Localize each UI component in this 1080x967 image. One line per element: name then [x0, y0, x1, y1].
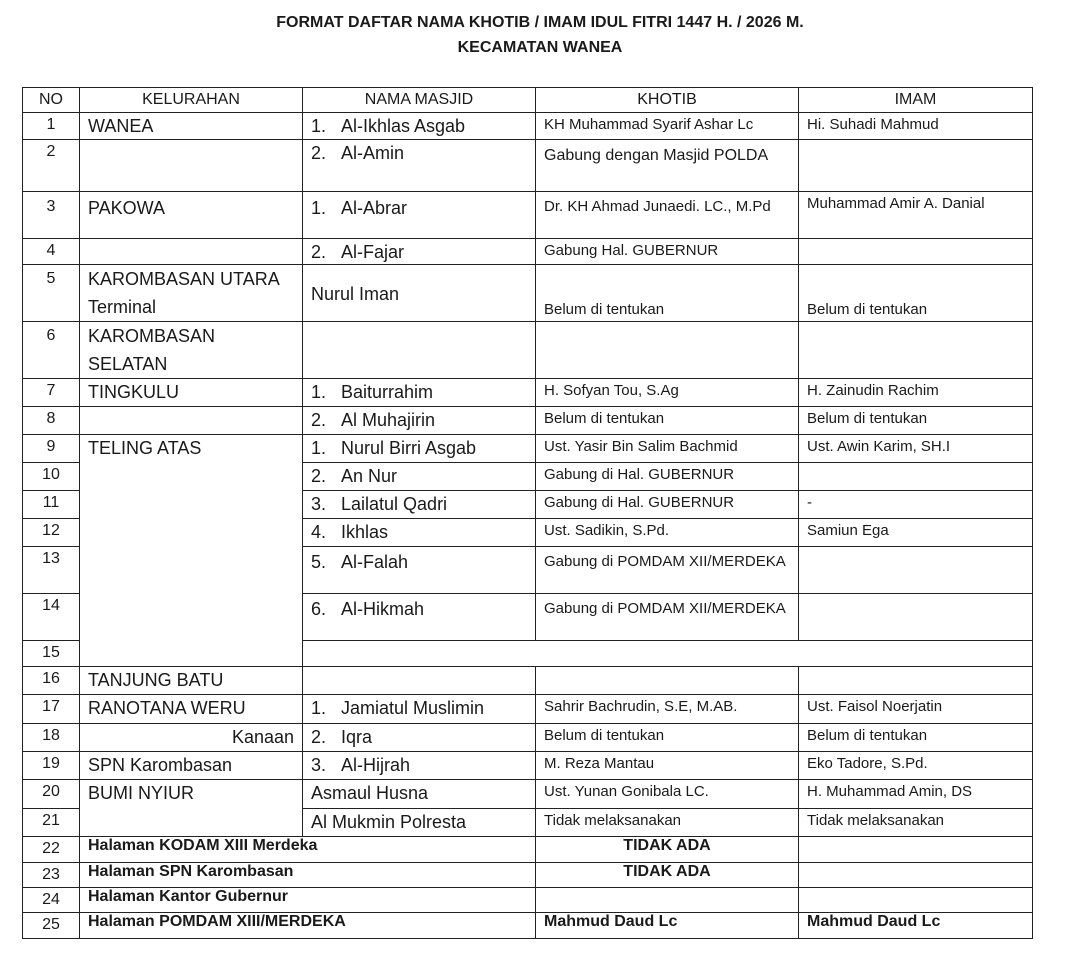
- row-no: 24: [23, 888, 80, 913]
- row-no: 15: [23, 641, 80, 667]
- lokasi-cell: Halaman POMDAM XIII/MERDEKA: [80, 913, 536, 939]
- masjid-cell: [303, 491, 536, 519]
- masjid-cell: [303, 113, 536, 140]
- row-no: 21: [23, 809, 80, 837]
- imam-cell: Belum di tentukan: [799, 724, 1033, 752]
- masjid-cell: [303, 463, 536, 491]
- row-no: 1: [23, 113, 80, 140]
- header-imam: IMAM: [799, 88, 1033, 113]
- masjid-name: Asmaul Husna: [311, 783, 429, 803]
- table-row: [23, 837, 1033, 863]
- masjid-number: 2.: [311, 242, 327, 262]
- row-no: 10: [23, 463, 80, 491]
- imam-cell: [799, 888, 1033, 913]
- table-row: [23, 140, 1033, 192]
- khotib-cell: Gabung di Hal. GUBERNUR: [536, 463, 799, 491]
- masjid-cell: [303, 724, 536, 752]
- kelurahan-cell: TINGKULU: [80, 379, 303, 407]
- masjid-cell: [303, 667, 536, 695]
- masjid-cell: [303, 809, 536, 837]
- khotib-cell: [536, 322, 799, 379]
- row-no: 3: [23, 192, 80, 239]
- masjid-number: 5.: [311, 552, 327, 572]
- masjid-name: Al-Hijrah: [341, 755, 411, 775]
- khotib-cell: Ust. Yasir Bin Salim Bachmid: [536, 435, 799, 463]
- kelurahan-cell: [80, 239, 303, 265]
- khotib-cell: Tidak melaksanakan: [536, 809, 799, 837]
- kelurahan-cell: KAROMBASAN SELATAN: [80, 322, 303, 379]
- masjid-name: Nurul Birri Asgab: [341, 438, 477, 458]
- imam-cell: [799, 140, 1033, 192]
- masjid-number: 2.: [311, 727, 327, 747]
- masjid-cell: [303, 594, 536, 641]
- khotib-cell: Gabung di POMDAM XII/MERDEKA: [536, 547, 799, 594]
- lokasi-cell: Halaman Kantor Gubernur: [80, 888, 536, 913]
- imam-cell: [799, 547, 1033, 594]
- kelurahan-cell: [80, 140, 303, 192]
- table-row: [23, 379, 1033, 407]
- khotib-cell: [536, 667, 799, 695]
- row-no: 20: [23, 780, 80, 809]
- row-no: 9: [23, 435, 80, 463]
- masjid-number: 1.: [311, 438, 327, 458]
- masjid-cell: [303, 435, 536, 463]
- kelurahan-cell: WANEA: [80, 113, 303, 140]
- lokasi-cell: Halaman KODAM XIII Merdeka: [80, 837, 536, 863]
- masjid-cell: [303, 752, 536, 780]
- khotib-cell: H. Sofyan Tou, S.Ag: [536, 379, 799, 407]
- header-kelurahan: KELURAHAN: [80, 88, 303, 113]
- imam-cell: [799, 667, 1033, 695]
- masjid-name: Iqra: [341, 727, 373, 747]
- masjid-number: 2.: [311, 143, 327, 163]
- masjid-cell: [303, 265, 536, 322]
- table-row: [23, 724, 1033, 752]
- masjid-number: 1.: [311, 116, 327, 136]
- lokasi-cell: Halaman SPN Karombasan: [80, 863, 536, 888]
- table-row: [23, 780, 1033, 809]
- imam-cell: -: [799, 491, 1033, 519]
- masjid-cell: [303, 695, 536, 724]
- kelurahan-cell: KAROMBASAN UTARA Terminal: [80, 265, 303, 322]
- imam-cell: [799, 322, 1033, 379]
- imam-cell: Ust. Faisol Noerjatin: [799, 695, 1033, 724]
- khotib-cell: M. Reza Mantau: [536, 752, 799, 780]
- masjid-number: 3.: [311, 755, 327, 775]
- table-row: [23, 667, 1033, 695]
- kelurahan-cell: PAKOWA: [80, 192, 303, 239]
- imam-cell: H. Muhammad Amin, DS: [799, 780, 1033, 809]
- masjid-number: 1.: [311, 198, 327, 218]
- masjid-name: An Nur: [341, 466, 398, 486]
- imam-cell: H. Zainudin Rachim: [799, 379, 1033, 407]
- kelurahan-cell: Kanaan: [80, 724, 303, 752]
- kelurahan-cell: SPN Karombasan: [80, 752, 303, 780]
- masjid-cell: [303, 547, 536, 594]
- imam-cell: Ust. Awin Karim, SH.I: [799, 435, 1033, 463]
- document-title: FORMAT DAFTAR NAMA KHOTIB / IMAM IDUL FITRI 1447 H. / 2026 M.: [276, 14, 804, 31]
- masjid-cell: [303, 407, 536, 435]
- kelurahan-cell: BUMI NYIUR: [80, 780, 303, 837]
- khotib-cell: Belum di tentukan: [536, 407, 799, 435]
- masjid-name: Jamiatul Muslimin: [341, 698, 485, 718]
- masjid-name: Baiturrahim: [341, 382, 434, 402]
- document-subtitle: KECAMATAN WANEA: [457, 39, 623, 56]
- imam-cell: Tidak melaksanakan: [799, 809, 1033, 837]
- table-row: [23, 407, 1033, 435]
- masjid-cell: [303, 192, 536, 239]
- masjid-number: 3.: [311, 494, 327, 514]
- row-no: 19: [23, 752, 80, 780]
- masjid-name: Al-Fajar: [341, 242, 405, 262]
- row-no: 8: [23, 407, 80, 435]
- row-no: 12: [23, 519, 80, 547]
- row-no: 6: [23, 322, 80, 379]
- imam-cell: Mahmud Daud Lc: [799, 913, 1033, 939]
- row-no: 22: [23, 837, 80, 863]
- khotib-cell: Ust. Yunan Gonibala LC.: [536, 780, 799, 809]
- header-no: NO: [23, 88, 80, 113]
- row-no: 7: [23, 379, 80, 407]
- khotib-cell: Belum di tentukan: [536, 724, 799, 752]
- table-row: [23, 239, 1033, 265]
- masjid-name: Al-Falah: [341, 552, 409, 572]
- khotib-cell: Belum di tentukan: [536, 265, 799, 322]
- row-no: 17: [23, 695, 80, 724]
- khotib-cell: Gabung Hal. GUBERNUR: [536, 239, 799, 265]
- imam-cell: Samiun Ega: [799, 519, 1033, 547]
- kelurahan-cell: TELING ATAS: [80, 435, 303, 667]
- masjid-name: Al Mukmin Polresta: [311, 812, 467, 832]
- table-row: [23, 913, 1033, 939]
- imam-cell: [799, 594, 1033, 641]
- imam-cell: [799, 463, 1033, 491]
- header-masjid: NAMA MASJID: [303, 88, 536, 113]
- kelurahan-cell: [80, 407, 303, 435]
- imam-cell: Eko Tadore, S.Pd.: [799, 752, 1033, 780]
- masjid-number: 1.: [311, 698, 327, 718]
- masjid-name: Nurul Iman: [311, 284, 400, 304]
- imam-cell: [799, 239, 1033, 265]
- masjid-number: 2.: [311, 466, 327, 486]
- imam-cell: Muhammad Amir A. Danial: [799, 192, 1033, 239]
- masjid-name: Al-Ikhlas Asgab: [341, 116, 466, 136]
- masjid-name: Al Muhajirin: [341, 410, 436, 430]
- masjid-cell: [303, 140, 536, 192]
- masjid-name: Ikhlas: [341, 522, 389, 542]
- table-row: [23, 265, 1033, 322]
- empty-cell: [303, 641, 1033, 667]
- khotib-cell: Sahrir Bachrudin, S.E, M.AB.: [536, 695, 799, 724]
- masjid-name: Al-Abrar: [341, 198, 408, 218]
- table-row: [23, 435, 1033, 463]
- khotib-cell: [536, 888, 799, 913]
- table-row: [23, 113, 1033, 140]
- masjid-cell: [303, 239, 536, 265]
- masjid-cell: [303, 780, 536, 809]
- row-no: 18: [23, 724, 80, 752]
- masjid-number: 1.: [311, 382, 327, 402]
- masjid-name: Lailatul Qadri: [341, 494, 448, 514]
- khotib-cell: Mahmud Daud Lc: [536, 913, 799, 939]
- khotib-cell: KH Muhammad Syarif Ashar Lc: [536, 113, 799, 140]
- imam-cell: Hi. Suhadi Mahmud: [799, 113, 1033, 140]
- row-no: 25: [23, 913, 80, 939]
- khotib-cell: TIDAK ADA: [536, 863, 799, 888]
- header-khotib: KHOTIB: [536, 88, 799, 113]
- masjid-cell: [303, 322, 536, 379]
- khotib-cell: Ust. Sadikin, S.Pd.: [536, 519, 799, 547]
- kelurahan-cell: RANOTANA WERU: [80, 695, 303, 724]
- imam-cell: [799, 837, 1033, 863]
- khotib-cell: Gabung dengan Masjid POLDA: [536, 140, 799, 192]
- khotib-cell: TIDAK ADA: [536, 837, 799, 863]
- masjid-name: Al-Amin: [341, 143, 405, 163]
- khotib-cell: Gabung di Hal. GUBERNUR: [536, 491, 799, 519]
- row-no: 2: [23, 140, 80, 192]
- table-row: [23, 752, 1033, 780]
- masjid-number: 6.: [311, 599, 327, 619]
- kelurahan-cell: TANJUNG BATU: [80, 667, 303, 695]
- masjid-cell: [303, 519, 536, 547]
- table-header-row: [23, 88, 1033, 113]
- masjid-number: 4.: [311, 522, 327, 542]
- khotib-cell: Dr. KH Ahmad Junaedi. LC., M.Pd: [536, 192, 799, 239]
- row-no: 23: [23, 863, 80, 888]
- imam-cell: Belum di tentukan: [799, 265, 1033, 322]
- table-row: [23, 322, 1033, 379]
- khotib-imam-table: [22, 87, 1033, 939]
- table-row: [23, 695, 1033, 724]
- masjid-cell: [303, 379, 536, 407]
- imam-cell: [799, 863, 1033, 888]
- row-no: 14: [23, 594, 80, 641]
- khotib-cell: Gabung di POMDAM XII/MERDEKA: [536, 594, 799, 641]
- imam-cell: Belum di tentukan: [799, 407, 1033, 435]
- table-row: [23, 863, 1033, 888]
- table-row: [23, 192, 1033, 239]
- table-row: [23, 888, 1033, 913]
- row-no: 13: [23, 547, 80, 594]
- row-no: 16: [23, 667, 80, 695]
- masjid-name: Al-Hikmah: [341, 599, 425, 619]
- row-no: 11: [23, 491, 80, 519]
- masjid-number: 2.: [311, 410, 327, 430]
- row-no: 5: [23, 265, 80, 322]
- row-no: 4: [23, 239, 80, 265]
